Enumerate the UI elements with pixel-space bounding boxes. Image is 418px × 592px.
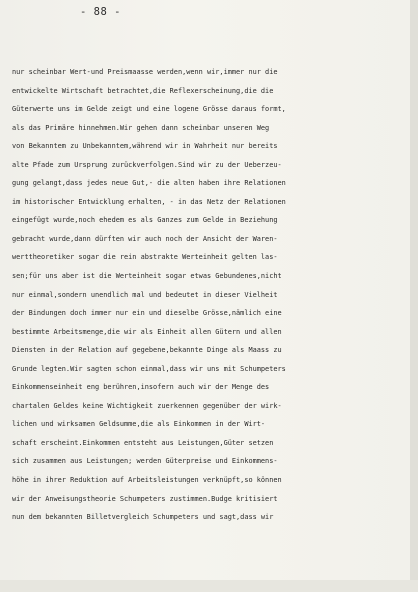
page-number: - 88 - (80, 6, 121, 18)
text-line: eingefügt wurde,noch ehedem es als Ganzes zum Gelde in Beziehung (12, 216, 278, 225)
text-line: nun dem bekannten Billetvergleich Schumpeters und sagt,dass wir (12, 513, 274, 522)
text-line: der Bindungen doch immer nur ein und dieselbe Grösse,nämlich eine (12, 309, 282, 318)
text-line: bestimmte Arbeitsmenge,die wir als Einheit allen Gütern und allen (12, 327, 282, 336)
text-line: als das Primäre hinnehmen.Wir gehen dann scheinbar unseren Weg (12, 123, 270, 132)
text-line: Grunde legten.Wir sagten schon einmal,dass wir uns mit Schumpeters (12, 364, 286, 373)
text-line: von Bekanntem zu Unbekanntem,während wir in Wahrheit nur bereits (12, 142, 278, 151)
text-line: gung gelangt,dass jedes neue Gut,- die alten haben ihre Relationen (12, 179, 286, 188)
text-line: nur einmal,sondern unendlich mal und bedeutet in dieser Vielheit (12, 290, 278, 299)
text-line: sen;für uns aber ist die Werteinheit sogar etwas Gebundenes,nicht (12, 272, 282, 281)
text-line: entwickelte Wirtschaft betrachtet,die Reflexerscheinung,die die (12, 86, 274, 95)
text-line: höhe in ihrer Reduktion auf Arbeitsleistungen verknüpft,so können (12, 476, 282, 485)
text-line: nur scheinbar Wert-und Preismaasse werden,wenn wir,immer nur die (12, 68, 278, 76)
text-line: lichen und wirksamen Geldsumme,die als Einkommen in der Wirt- (12, 420, 266, 429)
text-line: Güterwerte uns im Gelde zeigt und eine logene Grösse daraus formt, (12, 105, 286, 114)
text-line: werttheoretiker sogar die rein abstrakte Werteinheit gelten las- (12, 253, 278, 262)
scan-right-margin (410, 0, 418, 592)
text-line: schaft erscheint.Einkommen entsteht aus Leistungen,Güter setzen (12, 438, 274, 447)
text-line: sich zusammen aus Leistungen; werden Güterpreise und Einkommens- (12, 457, 278, 466)
text-line: im historischer Entwicklung erhalten, - in das Netz der Relationen (12, 197, 286, 206)
text-line: alte Pfade zum Ursprung zurückverfolgen.Sind wir zu der Ueberzeu- (12, 160, 282, 169)
text-line: wir der Anweisungstheorie Schumpeters zustimmen.Budge kritisiert (12, 494, 278, 503)
text-line: Einkommenseinheit eng berühren,insofern auch wir der Menge des (12, 383, 270, 392)
text-line: chartalen Geldes keine Wichtigkeit zuerkennen gegenüber der wirk- (12, 401, 282, 410)
text-line: Diensten in der Relation auf gegebene,bekannte Dinge als Maass zu (12, 346, 282, 355)
text-line: gebracht wurde,dann dürften wir auch noch der Ansicht der Waren- (12, 234, 278, 243)
scan-bottom-margin (0, 580, 418, 592)
body-text (12, 63, 408, 527)
